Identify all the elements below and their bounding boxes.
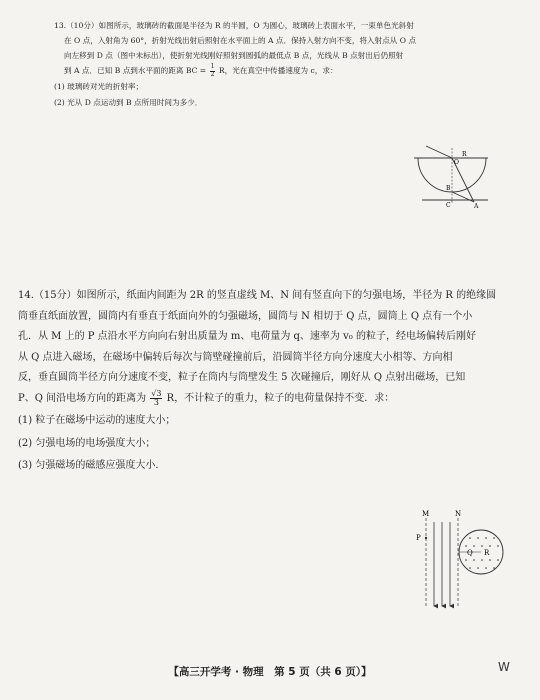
label-n: N [455,510,462,518]
q13-line-4-head: 到 A 点．已知 B 点到水平面的距离 BC = [64,66,207,75]
question-13 [54,18,494,110]
q14-fraction [150,390,162,407]
label-r-14: R [484,549,490,557]
q14-line-5: 反，垂直圆筒半径方向分速度不变，粒子在筒内与筒壁发生 5 次碰撞后，刚好从 Q 点射出磁场，已知 [18,372,466,383]
q13-line-3: 向左移到 D 点（图中未标出），使折射光线刚好照射到圆弧的最低点 B 点，光线从 B 点射出后仍照射 [64,51,404,60]
q13-line-4 [54,63,494,78]
question-14 [18,286,518,477]
q14-fraction-numerator: √3 [151,388,162,398]
point-p [425,537,427,539]
q13-line-2: 在 O 点，入射角为 60°，折射光线出射后照射在水平面上的 A 点．保持入射方向不变，将入射点从 O 点 [64,36,417,45]
q14-sub-3: (3) 匀强磁场的磁感应强度大小． [18,460,166,471]
q14-sub-2: (2) 匀强电场的电场强度大小； [18,437,156,449]
page-footer: 【高三开学考 · 物理 第 5 页（共 6 页）】 [168,666,372,678]
label-p: P [416,534,421,542]
label-a: A [474,203,479,210]
label-o: O [454,159,459,166]
q14-line-6 [18,389,518,410]
q13-figure [412,144,492,210]
label-m: M [422,510,430,518]
q14-line-3: 孔．从 M 上的 P 点沿水平方向向右射出质量为 m、电荷量为 q、速率为 v₀ 的粒子，经电场偏转后刚好 [18,331,476,342]
label-q: Q [467,549,473,557]
label-b: B [446,185,451,192]
q13-fraction [210,64,216,77]
q13-sub-1: (1) 玻璃砖对光的折射率； [54,82,144,91]
q14-line-2: 筒垂直纸面放置，圆筒内有垂直于纸面向外的匀强磁场，圆筒与 N 相切于 Q 点，圆筒上 Q 点有一个小 [18,310,473,322]
q14-sub-1: (1) 粒子在磁场中运动的速度大小； [18,415,176,426]
q14-figure [412,508,512,612]
q14-line-4: 从 Q 点进入磁场，在磁场中偏转后每次与筒壁碰撞前后，沿圆筒半径方向分速度大小相等、方向相 [18,351,453,363]
q14-fraction-denominator: 3 [153,397,159,407]
q13-fraction-denominator: 2 [210,70,215,78]
incident-ray [426,146,452,158]
label-r: R [462,151,467,158]
corner-mark: W [498,660,510,674]
q13-line-4-tail: R，光在真空中传播速度为 c，求： [218,66,338,75]
label-c: C [446,202,451,209]
q14-line-6-tail: R，不计粒子的重力，粒子的电荷量保持不变．求： [166,392,395,404]
q13-fraction-numerator: 1 [210,63,215,71]
q13-line-1: 13.（10分）如图所示，玻璃砖的截面是半径为 R 的半圆，O 为圆心，玻璃砖上表面水平，一束单色光斜射 [54,21,414,30]
q14-line-6-head: P、Q 间沿电场方向的距离为 [18,392,147,404]
q14-line-1: 14.（15分）如图所示，纸面内间距为 2R 的竖直虚线 M、N 间有竖直向下的匀强电场，半径为 R 的绝缘圆 [18,290,497,301]
q13-sub-2: (2) 光从 D 点运动到 B 点所用时间为多少． [54,98,203,107]
ray-from-b [452,192,474,202]
